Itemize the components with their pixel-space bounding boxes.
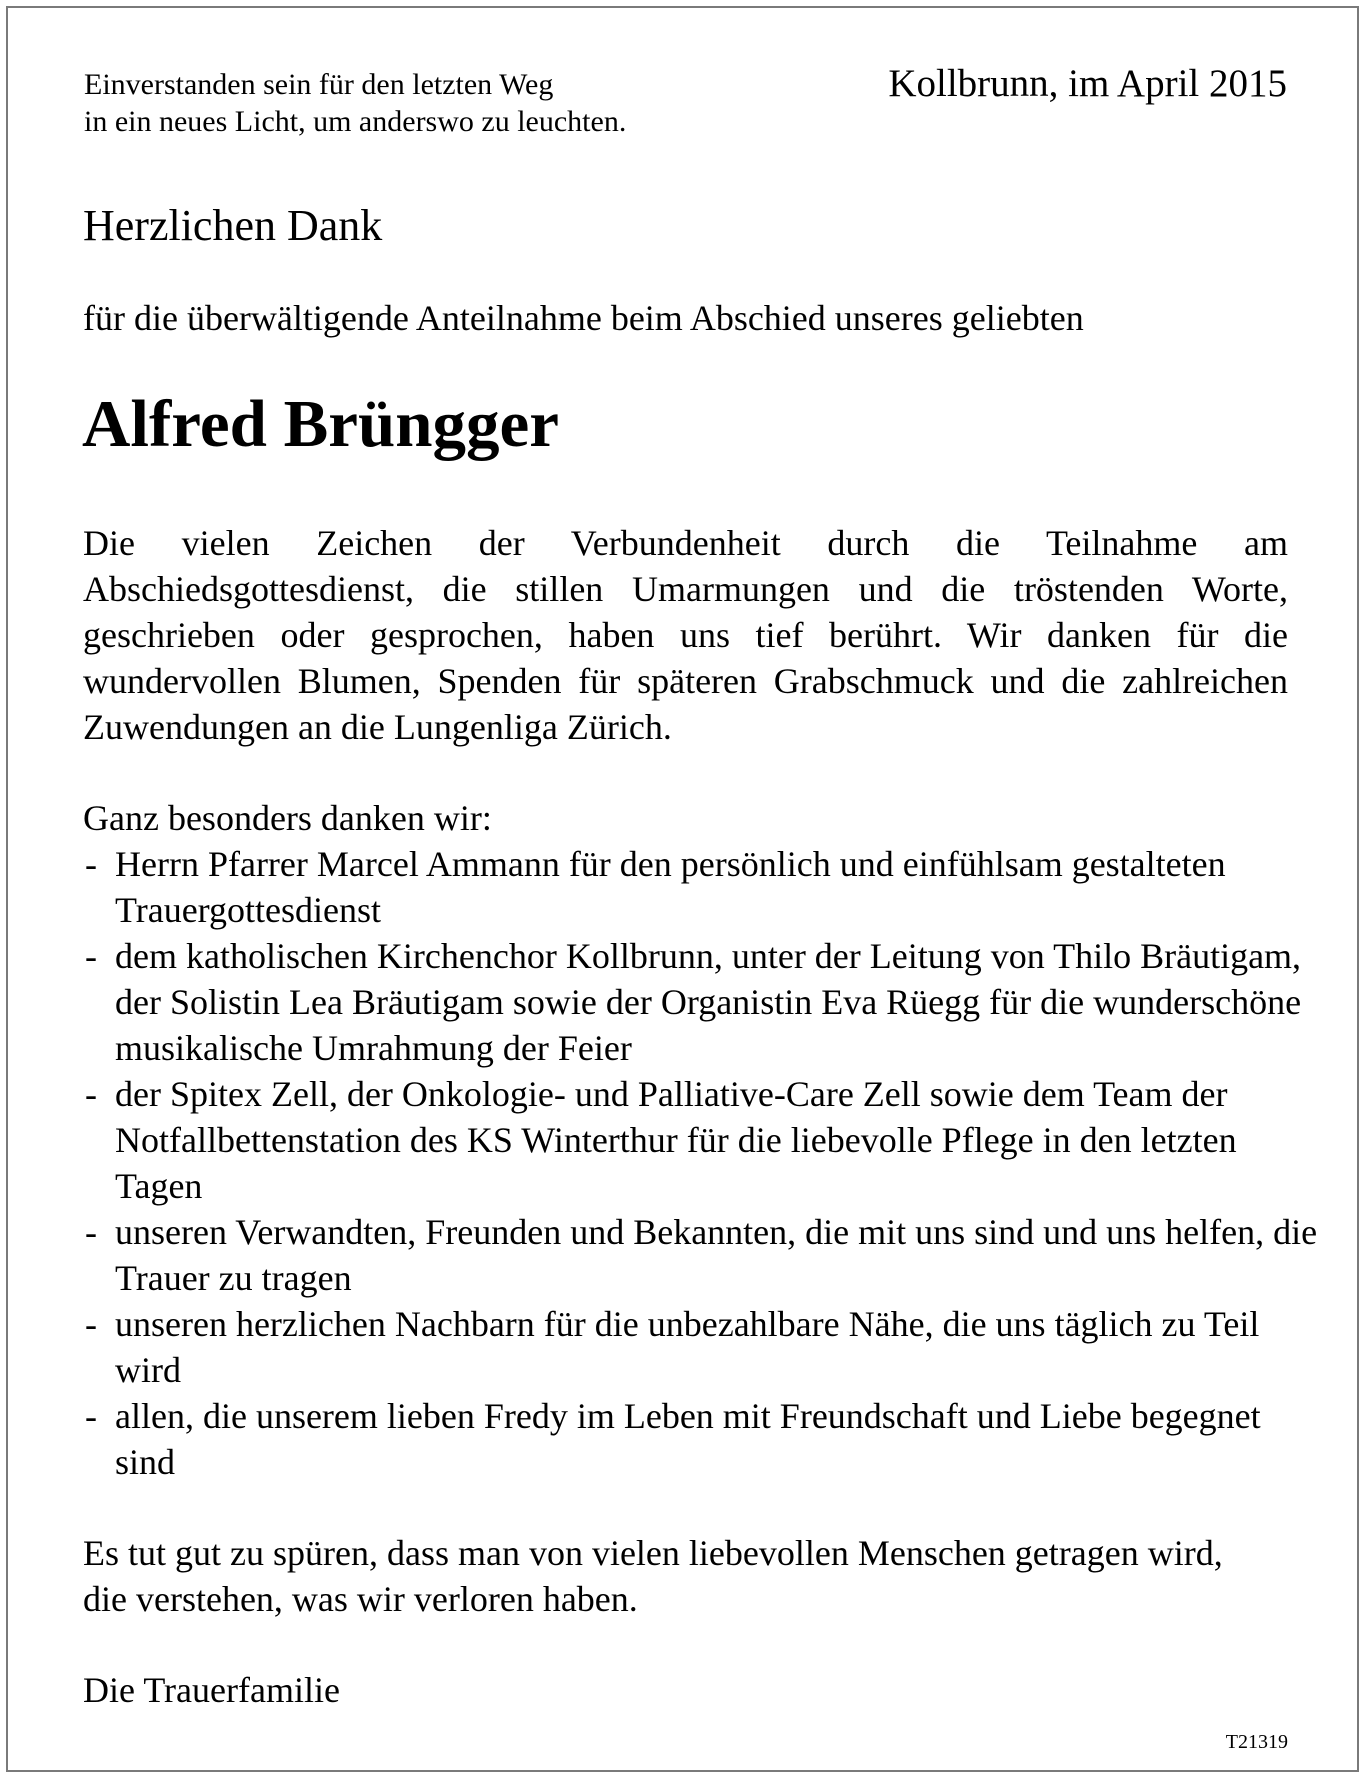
list-item: - der Spitex Zell, der Onkologie- und Palliative-Care Zell sowie dem Team der Notfallbettenstation des KS Winterthur für die liebevolle Pflege in den letzten Tagen bbox=[83, 1071, 1323, 1209]
closing-text: Es tut gut zu spüren, dass man von vielen liebevollen Menschen getragen wird, die verstehen, was wir verloren haben. bbox=[83, 1533, 1223, 1619]
notice-heading: Herzlichen Dank bbox=[83, 201, 383, 250]
dateline: Kollbrunn, im April 2015 bbox=[888, 62, 1287, 105]
deceased-name: Alfred Brüngger bbox=[82, 387, 560, 461]
list-item: - dem katholischen Kirchenchor Kollbrunn, unter der Leitung von Thilo Bräutigam, der Solistin Lea Bräutigam sowie der Organistin Eva Rüegg für die wunderschöne musikalische Umrahmung der Feier bbox=[83, 933, 1323, 1071]
signature: Die Trauerfamilie bbox=[83, 1670, 340, 1710]
list-item: - Herrn Pfarrer Marcel Ammann für den persönlich und einfühlsam gestalteten Trauergottesdienst bbox=[83, 841, 1323, 933]
list-item: - allen, die unserem lieben Fredy im Leben mit Freundschaft und Liebe begegnet sind bbox=[83, 1393, 1323, 1485]
thanks-paragraph: Die vielen Zeichen der Verbundenheit durch die Teilnahme am Abschiedsgottesdienst, die stillen Umarmungen und die tröstenden Worte, geschrieben oder gesprochen, haben uns tief berührt. Wir danken für die wundervollen Blumen, Spenden für späteren Grabschmuck und die zahlreichen Zuwendungen an die Lungenliga Zürich. bbox=[83, 523, 1288, 747]
list-item: - unseren herzlichen Nachbarn für die unbezahlbare Nähe, die uns täglich zu Teil wird bbox=[83, 1301, 1323, 1393]
motto-verse: Einverstanden sein für den letzten Weg in ein neues Licht, um anderswo zu leuchten. bbox=[84, 68, 627, 138]
thanks-list-heading: Ganz besonders danken wir: bbox=[83, 798, 492, 838]
thanks-list bbox=[83, 841, 1323, 1485]
list-item: - unseren Verwandten, Freunden und Bekannten, die mit uns sind und uns helfen, die Trauer zu tragen bbox=[83, 1209, 1323, 1301]
intro-line: für die überwältigende Anteilnahme beim Abschied unseres geliebten bbox=[83, 298, 1084, 338]
reference-code: T21319 bbox=[1225, 1731, 1288, 1753]
